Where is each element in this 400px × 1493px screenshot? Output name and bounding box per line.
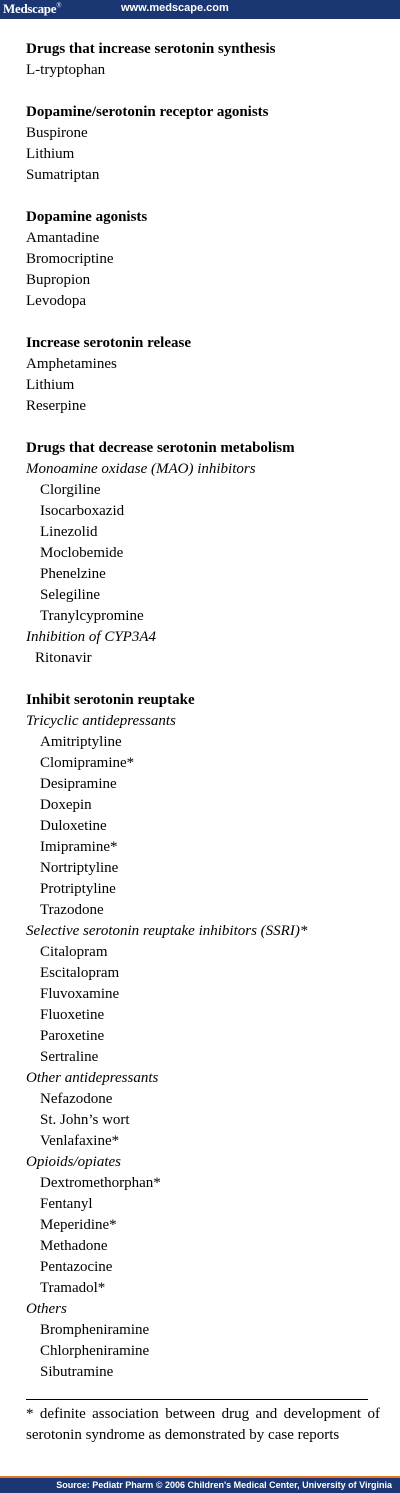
medscape-logo[interactable]: Medscape® [3, 1, 62, 16]
drug-item: Chlorpheniramine [40, 1343, 150, 1359]
drug-item: Reserpine [26, 398, 86, 414]
drug-item: Levodopa [26, 293, 86, 309]
drug-item: Pentazocine [40, 1259, 113, 1275]
drug-item: Fentanyl [40, 1196, 93, 1212]
drug-item: Phenelzine [40, 566, 106, 582]
drug-item: Dextromethorphan* [40, 1175, 161, 1191]
drug-category: Inhibition of CYP3A4 [26, 629, 157, 645]
drug-item: Methadone [40, 1238, 108, 1254]
site-url[interactable]: www.medscape.com [121, 2, 229, 14]
drug-item: Sumatriptan [26, 167, 100, 183]
drug-category: Monoamine oxidase (MAO) inhibitors [26, 461, 256, 477]
section-heading: Dopamine agonists [26, 209, 148, 225]
section-heading: Drugs that increase serotonin synthesis [26, 41, 276, 57]
section-heading: Drugs that decrease serotonin metabolism [26, 440, 295, 456]
drug-item: Imipramine* [40, 839, 118, 855]
section-heading: Dopamine/serotonin receptor agonists [26, 104, 269, 120]
drug-item: Sertraline [40, 1049, 99, 1065]
drug-item: L-tryptophan [26, 62, 106, 78]
drug-item: Trazodone [40, 902, 104, 918]
drug-item: Clomipramine* [40, 755, 135, 771]
drug-item: Lithium [26, 377, 75, 393]
drug-item: Bromocriptine [26, 251, 114, 267]
drug-item: Amphetamines [26, 356, 117, 372]
drug-item: Selegiline [40, 587, 100, 603]
drug-item: Nefazodone [40, 1091, 113, 1107]
drug-item: Amantadine [26, 230, 100, 246]
section-spacer [26, 417, 380, 438]
section-heading: Increase serotonin release [26, 335, 191, 351]
section-spacer [26, 81, 380, 102]
drug-item: Paroxetine [40, 1028, 105, 1044]
drug-item: Brompheniramine [40, 1322, 150, 1338]
drug-list [26, 39, 380, 1383]
drug-item: Fluoxetine [40, 1007, 105, 1023]
drug-item: Tranylcypromine [40, 608, 144, 624]
drug-item: Sibutramine [40, 1364, 114, 1380]
drug-item: St. John’s wort [40, 1112, 130, 1128]
drug-item: Escitalopram [40, 965, 120, 981]
drug-item: Fluvoxamine [40, 986, 120, 1002]
section-spacer [26, 186, 380, 207]
footnote-divider [26, 1399, 368, 1400]
drug-item: Protriptyline [40, 881, 116, 897]
footnote: * definite association between drug and development of serotonin syndrome as demonstrated by case reports [26, 1406, 380, 1443]
drug-item: Tramadol* [40, 1280, 106, 1296]
drug-item: Venlafaxine* [40, 1133, 120, 1149]
drug-item: Bupropion [26, 272, 91, 288]
drug-category: Selective serotonin reuptake inhibitors (SSRI)* [26, 923, 308, 939]
header-bar [0, 0, 400, 19]
drug-item: Buspirone [26, 125, 88, 141]
drug-item: Nortriptyline [40, 860, 119, 876]
drug-category: Opioids/opiates [26, 1154, 122, 1170]
drug-item: Clorgiline [40, 482, 101, 498]
drug-category: Tricyclic antidepressants [26, 713, 176, 729]
drug-item: Linezolid [40, 524, 98, 540]
section-heading: Inhibit serotonin reuptake [26, 692, 195, 708]
section-spacer [26, 669, 380, 690]
source-footer: Source: Pediatr Pharm © 2006 Children's Medical Center, University of Virginia [0, 1478, 400, 1493]
section-spacer [26, 312, 380, 333]
drug-category: Other antidepressants [26, 1070, 159, 1086]
drug-category: Others [26, 1301, 67, 1317]
drug-item: Lithium [26, 146, 75, 162]
drug-item: Ritonavir [35, 650, 92, 666]
drug-item: Desipramine [40, 776, 117, 792]
drug-item: Isocarboxazid [40, 503, 125, 519]
drug-item: Moclobemide [40, 545, 124, 561]
drug-item: Meperidine* [40, 1217, 117, 1233]
drug-item: Amitriptyline [40, 734, 122, 750]
drug-item: Duloxetine [40, 818, 107, 834]
drug-item: Doxepin [40, 797, 92, 813]
drug-item: Citalopram [40, 944, 108, 960]
